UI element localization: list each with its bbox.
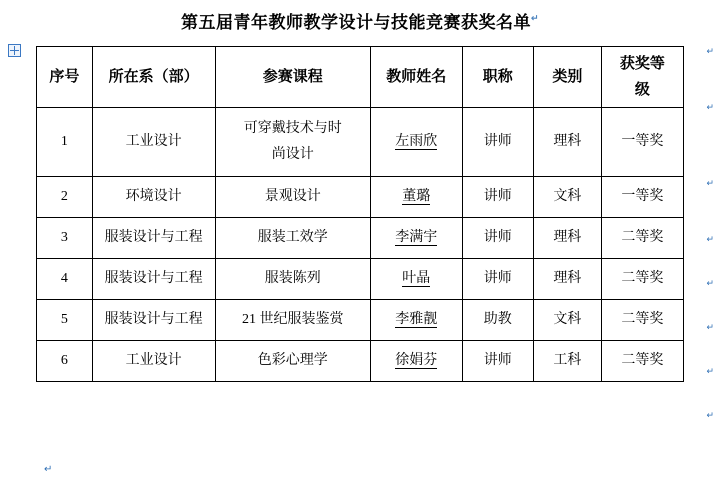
cell-dept: 环境设计 [92, 177, 215, 218]
page-title-text: 第五届青年教师教学设计与技能竞赛获奖名单 [180, 13, 531, 32]
cell-category: 文科 [533, 300, 601, 341]
cell-seq: 1 [37, 108, 93, 177]
cell-course: 21 世纪服装鉴赏 [215, 300, 370, 341]
cell-name-text: 徐娟芬 [395, 353, 438, 368]
cell-award: 一等奖 [601, 108, 683, 177]
table-row [37, 341, 684, 382]
paragraph-mark-icon: ↵ [706, 234, 714, 244]
cell-dept: 工业设计 [92, 341, 215, 382]
cell-title: 讲师 [462, 108, 533, 177]
table-row [37, 177, 684, 218]
cell-category: 理科 [533, 108, 601, 177]
header-cell-seq: 序号 [37, 47, 93, 108]
award-table [36, 46, 684, 382]
cell-name-text: 董璐 [402, 189, 431, 204]
cell-award: 二等奖 [601, 259, 683, 300]
cell-name-text: 左雨欣 [395, 134, 438, 149]
paragraph-mark-icon: ↵ [706, 278, 714, 288]
header-award-line1: 获奖等 [619, 56, 665, 72]
table-row [37, 108, 684, 177]
header-cell-category: 类别 [533, 47, 601, 108]
cell-name [370, 108, 462, 177]
cell-award: 二等奖 [601, 218, 683, 259]
document-page [0, 10, 720, 483]
cell-dept: 工业设计 [92, 108, 215, 177]
cell-dept: 服装设计与工程 [92, 218, 215, 259]
cell-seq: 3 [37, 218, 93, 259]
cell-name-text: 李雅靓 [395, 312, 438, 327]
cell-course: 景观设计 [215, 177, 370, 218]
cell-award: 二等奖 [601, 300, 683, 341]
move-table-handle-icon[interactable] [8, 44, 21, 57]
paragraph-mark-icon: ↵ [706, 410, 714, 420]
cell-award: 一等奖 [601, 177, 683, 218]
paragraph-mark-icon: ↵ [530, 13, 540, 24]
table-header-row [37, 47, 684, 108]
header-cell-dept: 所在系（部） [92, 47, 215, 108]
cell-title: 讲师 [462, 341, 533, 382]
trailing-paragraph-mark-icon: ↵ [44, 464, 53, 475]
paragraph-mark-icon: ↵ [706, 178, 714, 188]
cell-course: 服装工效学 [215, 218, 370, 259]
cell-category: 理科 [533, 218, 601, 259]
award-table-wrapper [36, 46, 684, 382]
page-title [0, 10, 720, 36]
cell-name-text: 李满宇 [395, 230, 438, 245]
header-cell-award [601, 47, 683, 108]
table-row [37, 218, 684, 259]
paragraph-mark-icon: ↵ [706, 322, 714, 332]
cell-category: 工科 [533, 341, 601, 382]
table-row [37, 259, 684, 300]
cell-name [370, 300, 462, 341]
right-margin-paragraph-marks [702, 10, 716, 483]
cell-seq: 4 [37, 259, 93, 300]
cell-title: 讲师 [462, 259, 533, 300]
header-cell-name: 教师姓名 [370, 47, 462, 108]
cell-course-line1: 可穿戴技术与时 [243, 121, 342, 136]
paragraph-mark-icon: ↵ [706, 46, 714, 56]
cell-name [370, 177, 462, 218]
cell-course: 色彩心理学 [215, 341, 370, 382]
cell-title: 讲师 [462, 177, 533, 218]
paragraph-mark-icon: ↵ [706, 366, 714, 376]
cell-award: 二等奖 [601, 341, 683, 382]
cell-course [215, 108, 370, 177]
header-award-line2: 级 [634, 82, 650, 98]
cell-dept: 服装设计与工程 [92, 300, 215, 341]
paragraph-mark-icon: ↵ [706, 102, 714, 112]
cell-name-text: 叶晶 [402, 271, 431, 286]
cell-name [370, 259, 462, 300]
cell-title: 讲师 [462, 218, 533, 259]
cell-dept: 服装设计与工程 [92, 259, 215, 300]
header-cell-title: 职称 [462, 47, 533, 108]
cell-seq: 5 [37, 300, 93, 341]
cell-seq: 2 [37, 177, 93, 218]
cell-name [370, 218, 462, 259]
cell-title: 助教 [462, 300, 533, 341]
cell-name [370, 341, 462, 382]
cell-category: 文科 [533, 177, 601, 218]
cell-course-line2: 尚设计 [271, 147, 314, 162]
cell-course: 服装陈列 [215, 259, 370, 300]
cell-seq: 6 [37, 341, 93, 382]
table-row [37, 300, 684, 341]
cell-category: 理科 [533, 259, 601, 300]
header-cell-course: 参赛课程 [215, 47, 370, 108]
